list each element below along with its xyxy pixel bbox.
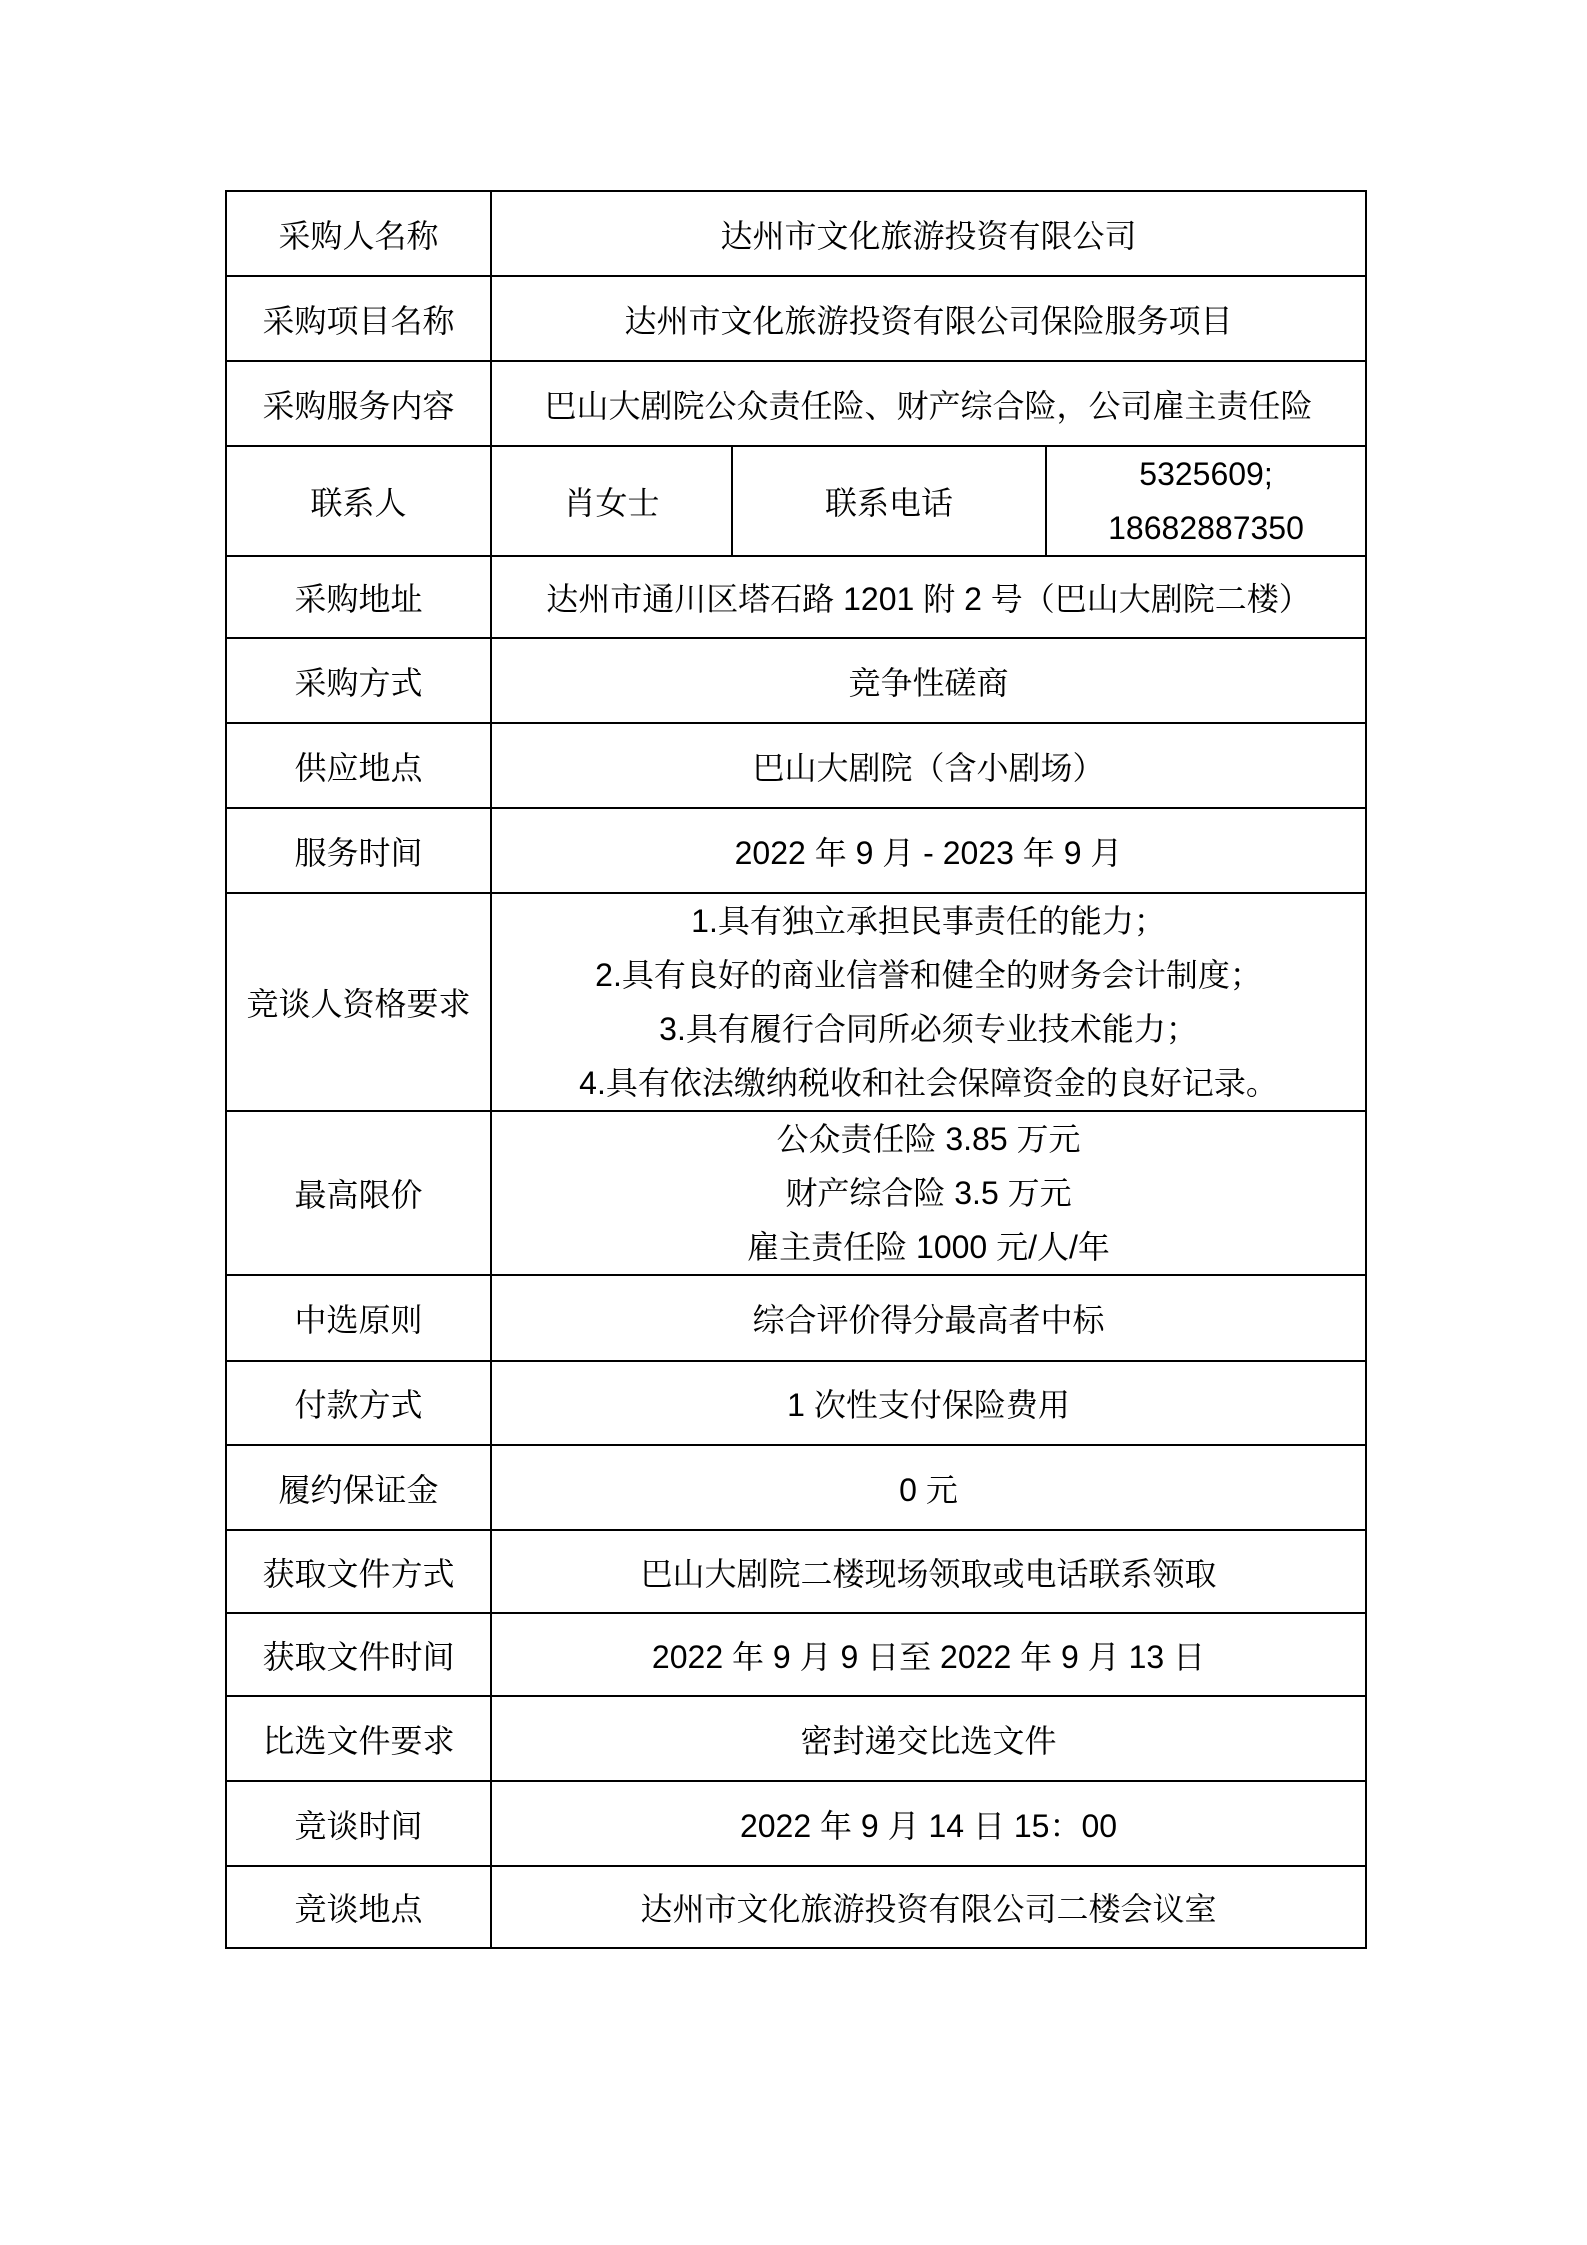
table-row-performance-bond [226, 1445, 1366, 1530]
contact-phone-numbers [1046, 446, 1366, 556]
table-row-document-acquisition-time [226, 1613, 1366, 1696]
table-row-negotiation-time [226, 1781, 1366, 1866]
qualification-list [491, 893, 1366, 1111]
qualification-item: 1.具有独立承担民事责任的能力； [691, 903, 1166, 939]
row-value: 0 元 [491, 1445, 1366, 1530]
table-row-service-content [226, 361, 1366, 446]
contact-phone-label: 联系电话 [732, 446, 1046, 556]
row-value: 竞争性磋商 [491, 638, 1366, 723]
max-price-item: 财产综合险 3.5 万元 [785, 1175, 1072, 1211]
row-value: 达州市文化旅游投资有限公司 [491, 191, 1366, 276]
max-price-list [491, 1111, 1366, 1275]
qualification-item: 2.具有良好的商业信誉和健全的财务会计制度； [595, 957, 1262, 993]
table-row-service-period [226, 808, 1366, 893]
contact-label: 联系人 [226, 446, 491, 556]
row-label: 比选文件要求 [226, 1696, 491, 1781]
row-label: 获取文件时间 [226, 1613, 491, 1696]
table-row-purchase-method [226, 638, 1366, 723]
table-row-qualification-requirements [226, 893, 1366, 1111]
table-row-contact [226, 446, 1366, 556]
row-value: 2022 年 9 月 - 2023 年 9 月 [491, 808, 1366, 893]
table-row-negotiation-location [226, 1866, 1366, 1948]
row-value: 巴山大剧院（含小剧场） [491, 723, 1366, 808]
row-label: 履约保证金 [226, 1445, 491, 1530]
row-label: 采购项目名称 [226, 276, 491, 361]
row-value: 2022 年 9 月 9 日至 2022 年 9 月 13 日 [491, 1613, 1366, 1696]
table-row-purchase-address [226, 556, 1366, 638]
max-price-item: 公众责任险 3.85 万元 [776, 1121, 1081, 1157]
row-value: 综合评价得分最高者中标 [491, 1275, 1366, 1361]
phone-number-line: 5325609; [1139, 456, 1273, 492]
row-value: 达州市文化旅游投资有限公司保险服务项目 [491, 276, 1366, 361]
row-label: 服务时间 [226, 808, 491, 893]
row-label: 最高限价 [226, 1111, 491, 1275]
table-row-project-name [226, 276, 1366, 361]
max-price-item: 雇主责任险 1000 元/人/年 [747, 1229, 1110, 1265]
contact-name: 肖女士 [491, 446, 732, 556]
row-value: 巴山大剧院二楼现场领取或电话联系领取 [491, 1530, 1366, 1613]
table-row-selection-principle [226, 1275, 1366, 1361]
row-value: 达州市通川区塔石路 1201 附 2 号（巴山大剧院二楼） [491, 556, 1366, 638]
row-value: 巴山大剧院公众责任险、财产综合险，公司雇主责任险 [491, 361, 1366, 446]
row-label: 获取文件方式 [226, 1530, 491, 1613]
qualification-item: 4.具有依法缴纳税收和社会保障资金的良好记录。 [579, 1065, 1278, 1101]
row-label: 采购服务内容 [226, 361, 491, 446]
row-label: 供应地点 [226, 723, 491, 808]
row-value: 密封递交比选文件 [491, 1696, 1366, 1781]
row-value: 1 次性支付保险费用 [491, 1361, 1366, 1445]
table-row-payment-method [226, 1361, 1366, 1445]
row-label: 采购地址 [226, 556, 491, 638]
row-label: 竞谈人资格要求 [226, 893, 491, 1111]
phone-number-line: 18682887350 [1108, 510, 1304, 546]
qualification-item: 3.具有履行合同所必须专业技术能力； [659, 1011, 1198, 1047]
row-value: 达州市文化旅游投资有限公司二楼会议室 [491, 1866, 1366, 1948]
table-row-supply-location [226, 723, 1366, 808]
row-value: 2022 年 9 月 14 日 15：00 [491, 1781, 1366, 1866]
row-label: 付款方式 [226, 1361, 491, 1445]
row-label: 竞谈时间 [226, 1781, 491, 1866]
table-row-max-price [226, 1111, 1366, 1275]
row-label: 采购人名称 [226, 191, 491, 276]
row-label: 采购方式 [226, 638, 491, 723]
row-label: 中选原则 [226, 1275, 491, 1361]
table-row-document-acquisition-method [226, 1530, 1366, 1613]
row-label: 竞谈地点 [226, 1866, 491, 1948]
table-row-bid-document-requirement [226, 1696, 1366, 1781]
table-row-purchaser-name [226, 191, 1366, 276]
procurement-info-table [225, 190, 1367, 1949]
